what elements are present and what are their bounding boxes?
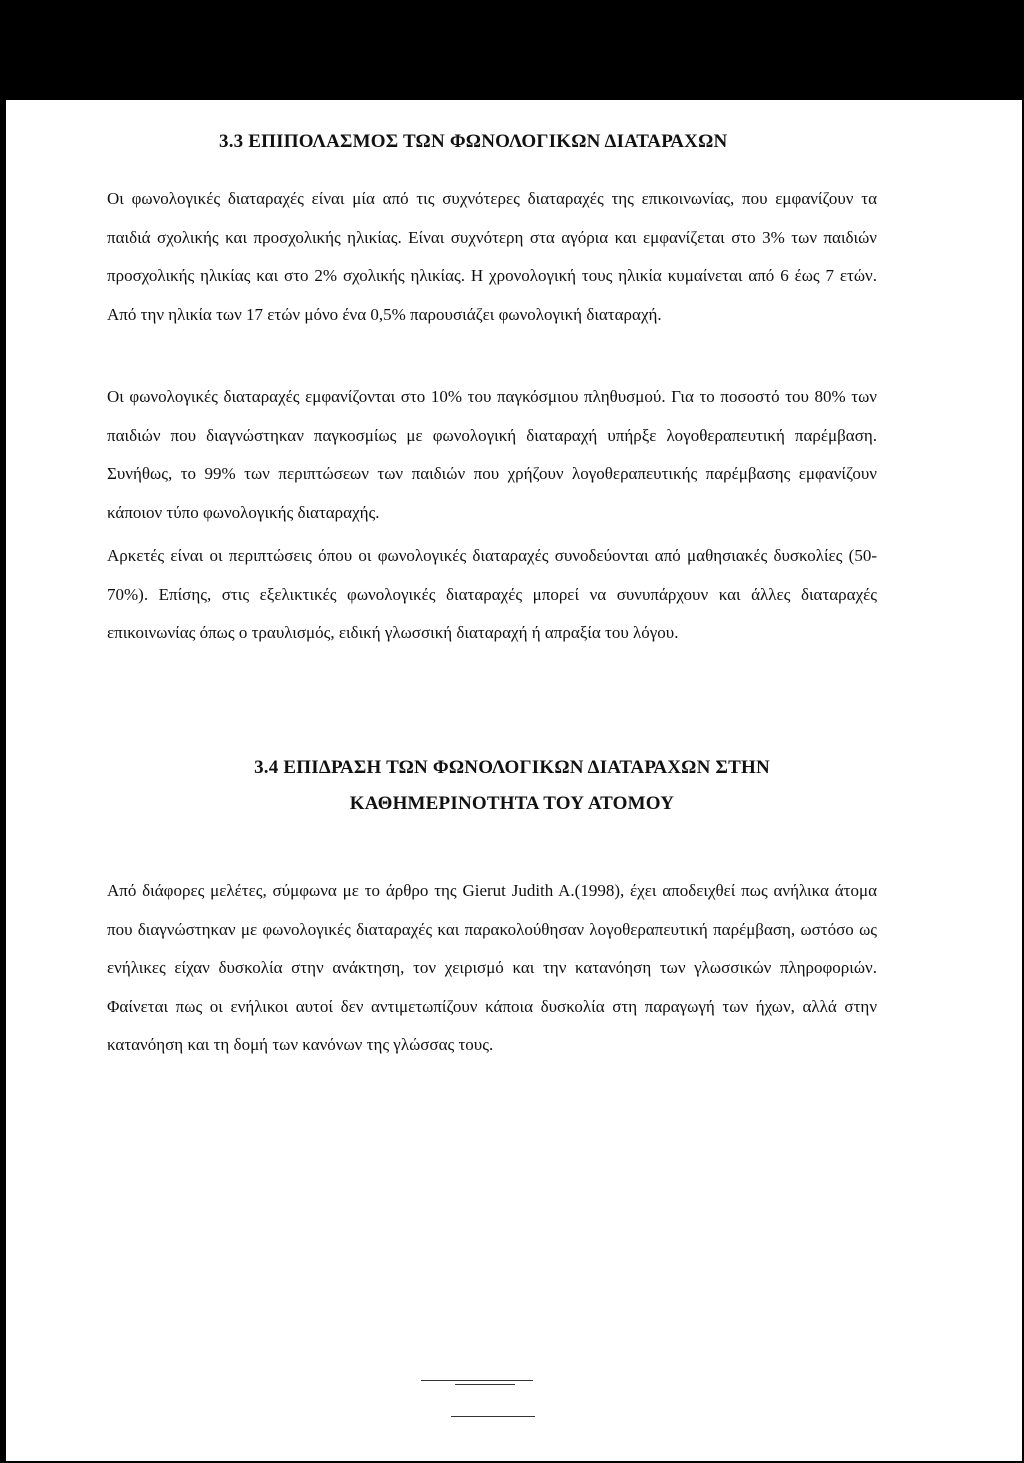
- section-3-3-heading: 3.3 ΕΠΙΠΟΛΑΣΜΟΣ ΤΩΝ ΦΩΝΟΛΟΓΙΚΩΝ ΔΙΑΤΑΡΑΧΩΝ: [219, 131, 728, 152]
- section-3-3-paragraph-1: Οι φωνολογικές διαταραχές είναι μία από τις συχνότερες διαταραχές της επικοινωνίας, που εμφανίζουν τα παιδιά σχολικής και προσχολικής ηλικίας. Είναι συχνότερη στα αγόρια και εμφανίζεται στο 3% των παιδιών προσχολικής ηλικίας και στο 2% σχολικής ηλικίας. Η χρονολογική τους ηλικία κυμαίνεται από 6 έως 7 ετών. Από την ηλικία των 17 ετών μόνο ένα 0,5% παρουσιάζει φωνολογική διαταραχή.: [107, 189, 877, 324]
- section-3-3-paragraph-2: Οι φωνολογικές διαταραχές εμφανίζονται στο 10% του παγκόσμιου πληθυσμού. Για το ποσοστό του 80% των παιδιών που διαγνώστηκαν παγκοσμίως με φωνολογική διαταραχή υπήρξε λογοθεραπευτική παρέμβαση. Συνήθως, το 99% των περιπτώσεων των παιδιών που χρήζουν λογοθεραπευτικής παρέμβασης εμφανίζουν κάποιον τύπο φωνολογικής διαταραχής.: [107, 387, 877, 522]
- footnote-rule-short: [455, 1384, 515, 1385]
- section-3-3-paragraph-3: Αρκετές είναι οι περιπτώσεις όπου οι φωνολογικές διαταραχές συνοδεύονται από μαθησιακές δυσκολίες (50-70%). Επίσης, στις εξελικτικές φωνολογικές διαταραχές μπορεί να συνυπάρχουν και άλλες διαταραχές επικοινωνίας όπως ο τραυλισμός, ειδική γλωσσική διαταραχή ή απραξία του λόγου.: [107, 546, 877, 642]
- section-3-4-heading-line-1: 3.4 ΕΠΙΔΡΑΣΗ ΤΩΝ ΦΩΝΟΛΟΓΙΚΩΝ ΔΙΑΤΑΡΑΧΩΝ ΣΤΗΝ: [254, 757, 770, 778]
- footnote-rule-top: [421, 1380, 533, 1381]
- section-3-4-heading-line-2: ΚΑΘΗΜΕΡΙΝΟΤΗΤΑ ΤΟΥ ΑΤΟΜΟΥ: [349, 793, 675, 814]
- footnote-rule-bottom: [451, 1416, 535, 1417]
- section-3-4-paragraph-1: Από διάφορες μελέτες, σύμφωνα με το άρθρο της Gierut Judith A.(1998), έχει αποδειχθεί πως ανήλικα άτομα που διαγνώστηκαν με φωνολογικές διαταραχές και παρακολούθησαν λογοθεραπευτική παρέμβαση, ωστόσο ως ενήλικες είχαν δυσκολία στην ανάκτηση, τον χειρισμό και την κατανόηση των γλωσσικών πληροφοριών. Φαίνεται πως οι ενήλικοι αυτοί δεν αντιμετωπίζουν κάποια δυσκολία στη παραγωγή των ήχων, αλλά στην κατανόηση και τη δομή των κανόνων της γλώσσας τους.: [107, 881, 877, 1054]
